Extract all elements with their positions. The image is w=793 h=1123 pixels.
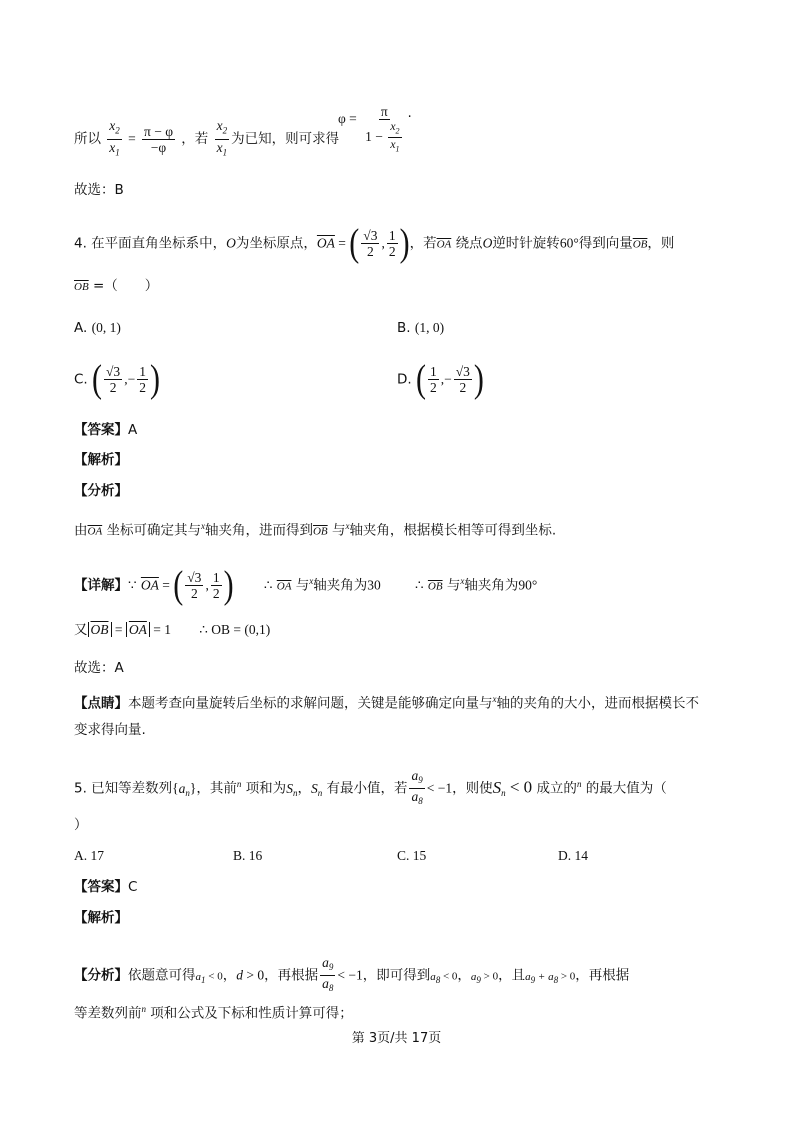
prev-choose: 故选：B [74, 182, 124, 198]
q4-comment-line1: 【点睛】本题考查向量旋转后坐标的求解问题，关键是能够确定向量与$^x$轴的夹角的大小，进而根据模长不 [74, 694, 699, 712]
text: 轴夹角，进而得到 [204, 522, 313, 539]
text: 等差数列前 [74, 1005, 142, 1022]
q4-option-c[interactable]: C. ( $\frac{√3}{2}$ ,− $\frac{1}{2}$ ) [74, 357, 160, 401]
q5-fenxi-line1: 【分析】依题意可得$a_1 < 0$，d > 0，再根据 $\frac{a_9}{a_8}$ < −1，即可得到$a_8 < 0$，$a_9 > 0$，且$a_9 + a_8 > 0$，再根据 [74, 955, 630, 993]
text: 绕点 [455, 235, 483, 252]
comment-tag: 【点睛】 [74, 695, 128, 712]
text: 4. 在平面直角坐标系中， [74, 235, 227, 252]
text: 轴夹角为 [313, 577, 368, 594]
option-label: D. [397, 371, 412, 388]
text: 的最大值为（ [585, 780, 667, 797]
q4-answer [74, 421, 137, 439]
fenxi-tag: 【分析】 [74, 967, 128, 984]
q4-fenxi-line: 由$\overline{OA}$ 坐标可确定其与$^x$轴夹角，进而得到$\overline{OB}$ 与$^x$轴夹角，根据模长相等可得到坐标. [74, 521, 557, 539]
angle-value: 60° [559, 235, 579, 251]
text: 得到向量 [578, 235, 633, 252]
fraction-phi: π 1 − $\frac{x_2}{x_1}$ [365, 104, 400, 154]
phi-formula: φ = π 1 − $\frac{x_2}{x_1}$ . [338, 104, 412, 154]
option-value: (0, 1) [91, 320, 121, 335]
text: 成立的 [536, 780, 577, 797]
angle-value: 30 [367, 577, 381, 593]
text: 本题考查向量旋转后坐标的求解问题，关键是能够确定向量与 [128, 695, 493, 712]
q4-magnitude-line: 又 $\overline{OB} = \overline{OA} = 1$ ∴ OB = (0,1) [74, 622, 271, 638]
q4-option-b[interactable] [397, 319, 444, 337]
q4-stem-line1: 4. 在平面直角坐标系中，O为坐标原点，$\overline{OA}$ = ( $\frac{√3}{2}$ , $\frac{1}{2}$ )，若$\overline{OA}$ 绕点O逆时针旋转60°得到向量$\overline{OB}$，则 [74, 221, 675, 265]
answer-value: C [128, 879, 138, 895]
text: 项和公式及下标和性质计算可得； [150, 1005, 353, 1022]
text: 与 [331, 522, 346, 539]
fraction-pi-phi: $\frac{\pi - \varphi}{-\varphi}$ [144, 123, 173, 155]
angle-value: 90° [518, 577, 538, 593]
q5-option-a[interactable]: A. 17 [74, 848, 104, 863]
text: 有最小值，若 [326, 780, 408, 797]
option-value: (1, 0) [414, 320, 445, 335]
text: ，则使 [452, 780, 493, 797]
text: 坐标可确定其与 [106, 522, 201, 539]
fraction-x2-x1: $\frac{x_2}{x_1}$ [109, 118, 120, 158]
q5-stem-line1: 5. 已知等差数列$\{a_n\}$，其前$^n$ 项和为$S_n$，$S_n$ 有最小值，若 $\frac{a_9}{a_8}$ < −1，则使$S_n < 0$ 成立的$^n$ 的最大值为（ [74, 768, 667, 806]
q5-answer [74, 878, 137, 896]
text: ，则 [647, 235, 675, 252]
text: ，再根据 [575, 967, 630, 984]
text: ，若 [409, 235, 437, 252]
text: ，且 [498, 967, 526, 984]
text: 5. 已知等差数列 [74, 780, 173, 797]
text: 依题意可得 [128, 967, 196, 984]
q4-fenxi-tag: 【分析】 [74, 483, 128, 499]
text: ，再根据 [264, 967, 319, 984]
text: . [407, 105, 412, 121]
answer-tag: 【答案】 [74, 422, 128, 438]
q4-option-d[interactable]: D. ( $\frac{1}{2}$ ,− $\frac{√3}{2}$ ) [397, 357, 484, 401]
text: 与 [446, 577, 461, 594]
q4-option-a[interactable] [74, 319, 121, 337]
text: =（ ） [92, 278, 159, 294]
q4-stem-line2: $\overline{OB}$ =（ ） [74, 278, 159, 294]
text: ，其前 [196, 780, 237, 797]
q5-fenxi-line2: 等差数列前$^n$ 项和公式及下标和性质计算可得； [74, 1004, 353, 1022]
option-label: B. [397, 320, 411, 336]
text: 轴的夹角的大小，进而根据模长不 [496, 695, 699, 712]
text: 为已知，则可求得 [231, 131, 340, 148]
answer-tag: 【答案】 [74, 879, 128, 895]
q5-option-d[interactable]: D. 14 [558, 848, 588, 863]
text: ，若 [181, 131, 209, 148]
option-label: C. [74, 371, 88, 388]
text: 轴夹角为 [464, 577, 519, 594]
q5-analysis-tag: 【解析】 [74, 910, 128, 926]
text: 由 [74, 522, 88, 539]
text: 轴夹角，根据模长相等可得到坐标. [349, 522, 557, 539]
text: 又 [74, 622, 88, 638]
text: ， [297, 780, 311, 797]
fraction-x2-x1-b: $\frac{x_2}{x_1}$ [216, 118, 228, 158]
text: 所以 [74, 131, 101, 148]
detail-tag: 【详解】 [74, 577, 128, 594]
option-label: A. [74, 320, 88, 336]
answer-value: A [128, 422, 138, 438]
q4-comment-line2: 变求得向量. [74, 722, 146, 738]
q5-stem-line2: ） [74, 817, 88, 833]
text: 逆时针旋转 [492, 235, 560, 252]
q4-detail-line: 【详解】∵ $\overline{OA}$ = ( $\frac{√3}{2}$ , $\frac{1}{2}$ ) ∴ $\overline{OA}$ 与$^x$轴夹角为30 ∴ $\overline{OB}$ 与$^x$轴夹角为90° [74, 563, 538, 607]
page-footer: 第 3页/共 17页 [351, 1031, 442, 1046]
result-value: OB = (0,1) [211, 622, 271, 637]
text: 为坐标原点， [235, 235, 317, 252]
text: 项和为 [245, 780, 287, 797]
text: ，即可得到 [362, 967, 431, 984]
q5-option-b[interactable]: B. 16 [233, 848, 263, 863]
prev-solution-line: 所以 $\frac{x_2}{x_1}$ = $\frac{\pi - \varphi}{-\varphi}$ ，若 $\frac{x_2}{x_1}$ 为已知，则可求得 [74, 118, 339, 160]
q4-choose: 故选：A [74, 660, 124, 676]
q5-option-c[interactable]: C. 15 [397, 848, 427, 863]
q4-analysis-tag: 【解析】 [74, 452, 128, 468]
text: 与 [295, 577, 310, 594]
